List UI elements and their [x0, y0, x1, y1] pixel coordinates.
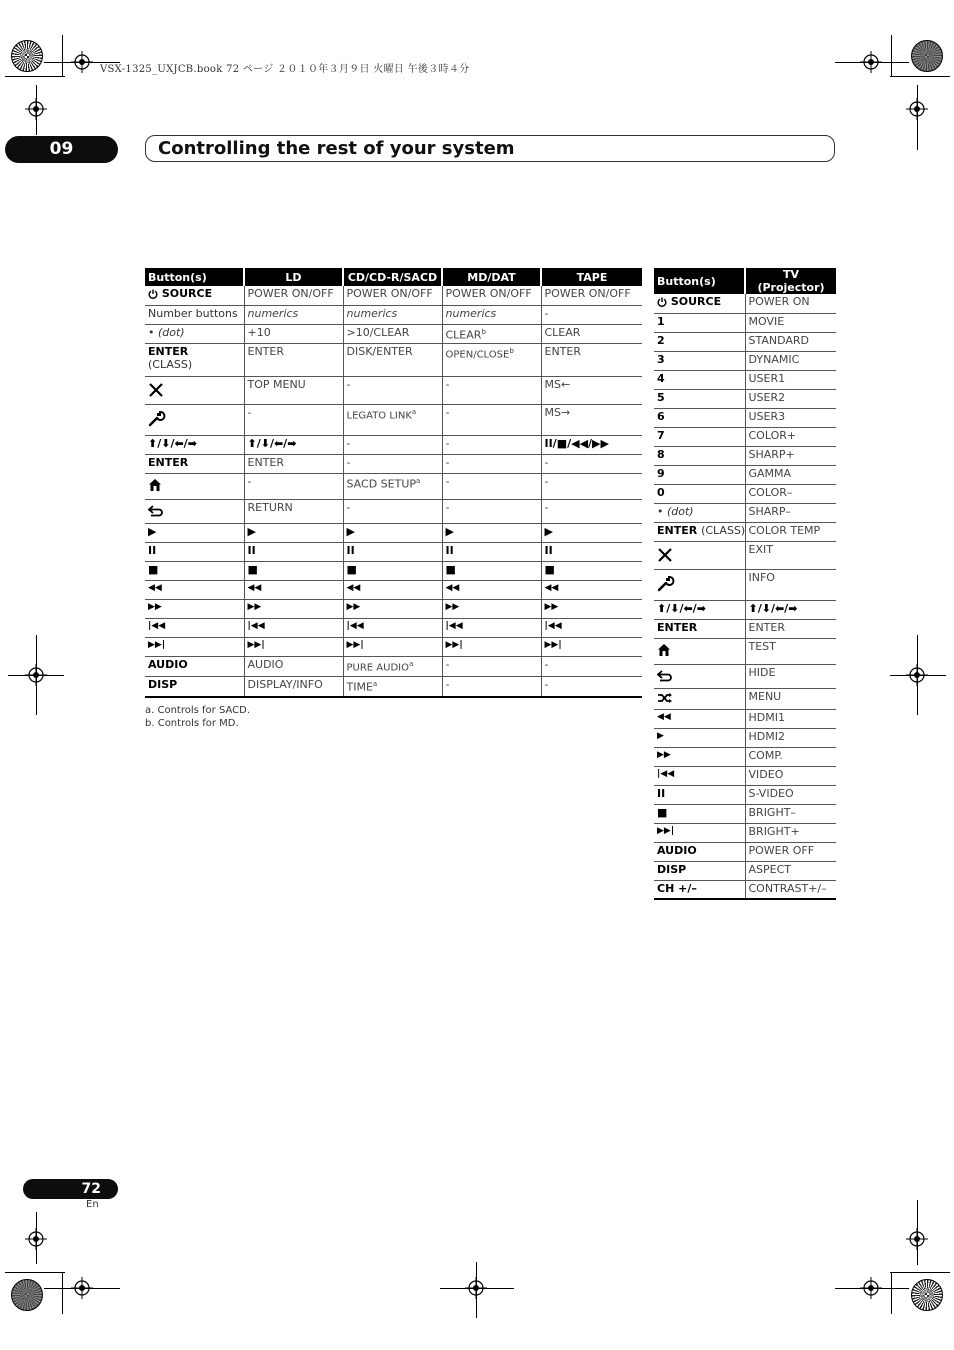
- button-cell: ■: [654, 804, 745, 823]
- table-cell: -: [541, 677, 642, 697]
- table-cell: USER2: [745, 389, 836, 408]
- table-cell: -: [541, 474, 642, 500]
- button-cell: AUDIO: [145, 657, 244, 677]
- table-cell: ▶▶|: [442, 638, 541, 657]
- table-cell: ▶: [343, 524, 442, 543]
- table-cell: GAMMA: [745, 465, 836, 484]
- registration-target-icon: [906, 98, 928, 120]
- table-row: [654, 766, 836, 785]
- button-label: ENTER: [657, 523, 698, 537]
- table-cell: SHARP–: [745, 503, 836, 522]
- button-cell: [654, 638, 745, 664]
- button-cell: [145, 324, 244, 344]
- table-cell: VIDEO: [745, 766, 836, 785]
- button-cell: ⬆/⬇/⬅/➡: [654, 600, 745, 619]
- footnotes: [145, 704, 250, 730]
- button-cell: CH +/–: [654, 880, 745, 899]
- button-label: ENTER: [148, 345, 189, 359]
- button-cell: ▶▶: [654, 747, 745, 766]
- table-row: [145, 377, 642, 405]
- table-cell: -: [442, 657, 541, 677]
- button-cell: 9: [654, 465, 745, 484]
- shuffle-icon: [657, 692, 673, 704]
- table-cell: CONTRAST+/–: [745, 880, 836, 899]
- table-cell: -: [343, 455, 442, 474]
- table-cell: SHARP+: [745, 446, 836, 465]
- table-cell: ▶▶|: [244, 638, 343, 657]
- table-cell: II/■/◀◀/▶▶: [541, 436, 642, 455]
- button-cell: 3: [654, 351, 745, 370]
- table-cell: ⬆/⬇/⬅/➡: [244, 436, 343, 455]
- table-header-row: [654, 268, 836, 294]
- column-header: TV (Projector): [745, 268, 836, 294]
- table-row: [145, 677, 642, 697]
- cell-text: OPEN/CLOSE: [445, 349, 510, 361]
- registration-target-icon: [860, 51, 882, 73]
- table-row: [145, 581, 642, 600]
- table-cell: EXIT: [745, 541, 836, 569]
- table-cell: ■: [541, 562, 642, 581]
- table-row: [654, 541, 836, 569]
- table-cell: [343, 677, 442, 697]
- button-cell: ◀◀: [654, 709, 745, 728]
- button-cell: [654, 688, 745, 709]
- table-cell: -: [244, 474, 343, 500]
- table-cell: HIDE: [745, 664, 836, 688]
- column-header: LD: [244, 268, 343, 286]
- button-cell: 6: [654, 408, 745, 427]
- power-icon: [148, 289, 158, 299]
- table-cell: ENTER: [745, 619, 836, 638]
- table-cell: POWER ON: [745, 294, 836, 313]
- column-header: TAPE: [541, 268, 642, 286]
- table-row: [654, 619, 836, 638]
- table-row: [654, 709, 836, 728]
- page-language: En: [86, 1199, 99, 1210]
- table-cell: ▶: [244, 524, 343, 543]
- projector-controls-table: [654, 268, 836, 900]
- table-row: [145, 324, 642, 344]
- table-cell: II: [541, 543, 642, 562]
- cell-text: PURE AUDIO: [346, 662, 409, 674]
- table-cell: |◀◀: [442, 619, 541, 638]
- table-cell: POWER ON/OFF: [343, 286, 442, 305]
- table-row: [654, 522, 836, 541]
- table-cell: numerics: [343, 305, 442, 324]
- registration-target-icon: [25, 98, 47, 120]
- button-cell: [145, 286, 244, 305]
- table-row: [145, 436, 642, 455]
- table-cell: II: [244, 543, 343, 562]
- button-cell: ENTER: [654, 619, 745, 638]
- column-header: MD/DAT: [442, 268, 541, 286]
- table-cell: -: [244, 405, 343, 436]
- footnote-ref: a: [408, 660, 414, 669]
- table-cell: MENU: [745, 688, 836, 709]
- return-icon: [148, 504, 164, 518]
- table-cell: -: [442, 500, 541, 524]
- table-cell: AUDIO: [244, 657, 343, 677]
- table-cell: MS←: [541, 377, 642, 405]
- footnote-a: a. Controls for SACD.: [145, 705, 251, 716]
- table-row: [654, 688, 836, 709]
- table-cell: ▶▶: [541, 600, 642, 619]
- button-cell: [145, 405, 244, 436]
- table-cell: [343, 405, 442, 436]
- table-row: [654, 861, 836, 880]
- chapter-title-box: [145, 135, 835, 162]
- cell-text: SACD SETUP: [346, 477, 417, 491]
- table-row: [654, 408, 836, 427]
- table-cell: STANDARD: [745, 332, 836, 351]
- table-cell: ENTER: [244, 344, 343, 377]
- home-icon: [657, 643, 671, 657]
- button-cell: ■: [145, 562, 244, 581]
- table-cell: HDMI1: [745, 709, 836, 728]
- table-cell: ◀◀: [541, 581, 642, 600]
- button-cell: ⬆/⬇/⬅/➡: [145, 436, 244, 455]
- table-cell: II: [442, 543, 541, 562]
- table-cell: ▶▶: [343, 600, 442, 619]
- cell-text: LEGATO LINK: [346, 410, 412, 422]
- table-cell: -: [541, 500, 642, 524]
- button-cell: ▶▶: [145, 600, 244, 619]
- table-cell: -: [343, 436, 442, 455]
- button-cell: II: [145, 543, 244, 562]
- table-cell: ■: [244, 562, 343, 581]
- table-cell: [442, 324, 541, 344]
- table-row: [654, 351, 836, 370]
- power-icon: [657, 297, 667, 307]
- table-row: [654, 465, 836, 484]
- table-cell: ▶▶|: [541, 638, 642, 657]
- table-cell: USER3: [745, 408, 836, 427]
- table-row: [145, 543, 642, 562]
- table-header-row: [145, 268, 642, 286]
- table-row: [145, 562, 642, 581]
- home-icon: [148, 478, 162, 492]
- table-cell: II: [343, 543, 442, 562]
- wrench-icon: [148, 409, 166, 427]
- button-cell: DISP: [145, 677, 244, 697]
- registration-target-icon: [25, 1228, 47, 1250]
- registration-target-icon: [906, 1228, 928, 1250]
- registration-target-icon: [465, 1277, 487, 1299]
- button-cell: 7: [654, 427, 745, 446]
- table-row: [654, 785, 836, 804]
- button-cell: [145, 377, 244, 405]
- table-cell: POWER ON/OFF: [244, 286, 343, 305]
- button-cell: 4: [654, 370, 745, 389]
- table-cell: ■: [343, 562, 442, 581]
- controls-table: [145, 268, 642, 698]
- cell-text: TIME: [346, 681, 373, 695]
- color-bar-rosette-icon: [11, 1279, 43, 1311]
- table-row: [145, 455, 642, 474]
- cell-text: CLEAR: [445, 328, 482, 342]
- table-cell: -: [442, 677, 541, 697]
- table-row: [145, 286, 642, 305]
- table-row: [145, 600, 642, 619]
- table-cell: ■: [442, 562, 541, 581]
- table-cell: DISPLAY/INFO: [244, 677, 343, 697]
- registration-target-icon: [860, 1277, 882, 1299]
- column-header: CD/CD-R/SACD: [343, 268, 442, 286]
- table-cell: DYNAMIC: [745, 351, 836, 370]
- table-row: [654, 638, 836, 664]
- button-cell: |◀◀: [145, 619, 244, 638]
- button-cell: [145, 344, 244, 377]
- table-cell: ASPECT: [745, 861, 836, 880]
- button-sublabel: (CLASS): [701, 523, 745, 537]
- table-cell: MOVIE: [745, 313, 836, 332]
- table-cell: POWER ON/OFF: [541, 286, 642, 305]
- table-row: [145, 619, 642, 638]
- table-cell: ▶▶|: [343, 638, 442, 657]
- table-cell: TOP MENU: [244, 377, 343, 405]
- crop-mark: [890, 76, 950, 77]
- table-row: [654, 728, 836, 747]
- button-cell: ▶▶|: [145, 638, 244, 657]
- table-cell: TEST: [745, 638, 836, 664]
- table-cell: |◀◀: [244, 619, 343, 638]
- table-cell: -: [343, 377, 442, 405]
- button-cell: ▶: [654, 728, 745, 747]
- registration-target-icon: [906, 664, 928, 686]
- button-cell: Number buttons: [145, 305, 244, 324]
- color-bar-rosette-icon: [11, 40, 43, 72]
- button-cell: [654, 664, 745, 688]
- button-cell: ENTER: [145, 455, 244, 474]
- table-cell: -: [541, 305, 642, 324]
- table-cell: -: [442, 436, 541, 455]
- table-cell: INFO: [745, 569, 836, 600]
- table-cell: COLOR+: [745, 427, 836, 446]
- crop-mark: [5, 76, 65, 77]
- button-cell: [654, 522, 745, 541]
- table-cell: ◀◀: [442, 581, 541, 600]
- crop-mark: [890, 1272, 950, 1273]
- table-cell: DISK/ENTER: [343, 344, 442, 377]
- button-cell: |◀◀: [654, 766, 745, 785]
- table-row: [654, 427, 836, 446]
- button-label: • (dot): [657, 504, 694, 518]
- table-cell: COLOR–: [745, 484, 836, 503]
- registration-target-icon: [71, 51, 93, 73]
- table-cell: HDMI2: [745, 728, 836, 747]
- table-cell: ▶: [541, 524, 642, 543]
- table-cell: -: [541, 657, 642, 677]
- table-cell: COLOR TEMP: [745, 522, 836, 541]
- button-cell: II: [654, 785, 745, 804]
- table-cell: -: [442, 377, 541, 405]
- column-header: Button(s): [654, 268, 745, 294]
- table-row: [654, 294, 836, 313]
- button-cell: ▶▶|: [654, 823, 745, 842]
- table-cell: ▶▶: [442, 600, 541, 619]
- button-label: SOURCE: [161, 287, 213, 300]
- table-cell: numerics: [442, 305, 541, 324]
- table-cell: ▶: [442, 524, 541, 543]
- crop-mark: [891, 35, 892, 77]
- crop-mark: [5, 1272, 65, 1273]
- button-cell: [654, 294, 745, 313]
- table-cell: numerics: [244, 305, 343, 324]
- button-cell: DISP: [654, 861, 745, 880]
- footnote-b: b. Controls for MD.: [145, 718, 239, 729]
- button-label: SOURCE: [670, 295, 722, 308]
- table-row: [654, 446, 836, 465]
- table-row: [145, 344, 642, 377]
- table-row: [654, 389, 836, 408]
- page-number: 72: [23, 1179, 118, 1199]
- cross-icon: [148, 382, 164, 398]
- table-row: [654, 313, 836, 332]
- table-row: [145, 524, 642, 543]
- button-cell: [654, 569, 745, 600]
- table-cell: ◀◀: [244, 581, 343, 600]
- table-row: [145, 305, 642, 324]
- table-cell: >10/CLEAR: [343, 324, 442, 344]
- button-cell: 2: [654, 332, 745, 351]
- table-cell: +10: [244, 324, 343, 344]
- table-row: [654, 804, 836, 823]
- table-row: [145, 474, 642, 500]
- table-cell: POWER OFF: [745, 842, 836, 861]
- button-cell: [654, 541, 745, 569]
- button-cell: AUDIO: [654, 842, 745, 861]
- table-cell: USER1: [745, 370, 836, 389]
- table-cell: COMP.: [745, 747, 836, 766]
- button-cell: 8: [654, 446, 745, 465]
- table-row: [145, 638, 642, 657]
- table-cell: [343, 657, 442, 677]
- cross-icon: [657, 547, 673, 563]
- table-cell: RETURN: [244, 500, 343, 524]
- footnote-ref: a: [411, 408, 417, 417]
- table-cell: [442, 344, 541, 377]
- footnote-ref: a: [372, 680, 378, 689]
- crop-mark: [891, 1272, 892, 1314]
- table-cell: -: [442, 474, 541, 500]
- registration-target-icon: [25, 664, 47, 686]
- table-row: [654, 842, 836, 861]
- button-cell: 5: [654, 389, 745, 408]
- table-cell: POWER ON/OFF: [442, 286, 541, 305]
- button-cell: 0: [654, 484, 745, 503]
- return-icon: [657, 669, 673, 683]
- table-cell: ▶▶: [244, 600, 343, 619]
- table-cell: MS→: [541, 405, 642, 436]
- table-cell: BRIGHT+: [745, 823, 836, 842]
- column-header: Button(s): [145, 268, 244, 286]
- table-row: [654, 370, 836, 389]
- table-cell: -: [442, 455, 541, 474]
- table-row: [654, 823, 836, 842]
- wrench-icon: [657, 574, 675, 592]
- table-row: [145, 405, 642, 436]
- button-cell: ▶: [145, 524, 244, 543]
- table-row: [654, 600, 836, 619]
- crop-mark: [62, 1272, 63, 1314]
- button-cell: [145, 500, 244, 524]
- table-row: [145, 657, 642, 677]
- crop-mark: [62, 35, 63, 77]
- table-row: [654, 747, 836, 766]
- button-cell: [654, 503, 745, 522]
- table-cell: ⬆/⬇/⬅/➡: [745, 600, 836, 619]
- table-cell: BRIGHT–: [745, 804, 836, 823]
- table-cell: S-VIDEO: [745, 785, 836, 804]
- table-cell: -: [343, 500, 442, 524]
- button-cell: 1: [654, 313, 745, 332]
- table-row: [654, 503, 836, 522]
- color-bar-rosette-icon: [911, 40, 943, 72]
- table-row: [145, 500, 642, 524]
- table-row: [654, 484, 836, 503]
- footnote-ref: b: [481, 327, 486, 336]
- button-cell: [145, 474, 244, 500]
- table-cell: ENTER: [541, 344, 642, 377]
- table-cell: [343, 474, 442, 500]
- file-header: VSX-1325_UXJCB.book 72 ページ ２０１０年３月９日 火曜日 午後３時４分: [100, 64, 470, 75]
- table-row: [654, 664, 836, 688]
- table-cell: CLEAR: [541, 324, 642, 344]
- table-cell: -: [541, 455, 642, 474]
- table-cell: ENTER: [244, 455, 343, 474]
- table-row: [654, 880, 836, 899]
- table-row: [654, 332, 836, 351]
- button-sublabel: (CLASS): [148, 358, 193, 372]
- registration-target-icon: [71, 1277, 93, 1299]
- chapter-number: 09: [5, 136, 118, 163]
- table-cell: |◀◀: [343, 619, 442, 638]
- color-bar-rosette-icon: [911, 1279, 943, 1311]
- table-row: [654, 569, 836, 600]
- table-cell: ◀◀: [343, 581, 442, 600]
- footnote-ref: b: [509, 347, 514, 356]
- table-cell: -: [442, 405, 541, 436]
- table-cell: |◀◀: [541, 619, 642, 638]
- chapter-title: Controlling the rest of your system: [158, 138, 515, 159]
- button-label: • (dot): [148, 325, 185, 339]
- button-cell: ◀◀: [145, 581, 244, 600]
- footnote-ref: a: [416, 477, 421, 486]
